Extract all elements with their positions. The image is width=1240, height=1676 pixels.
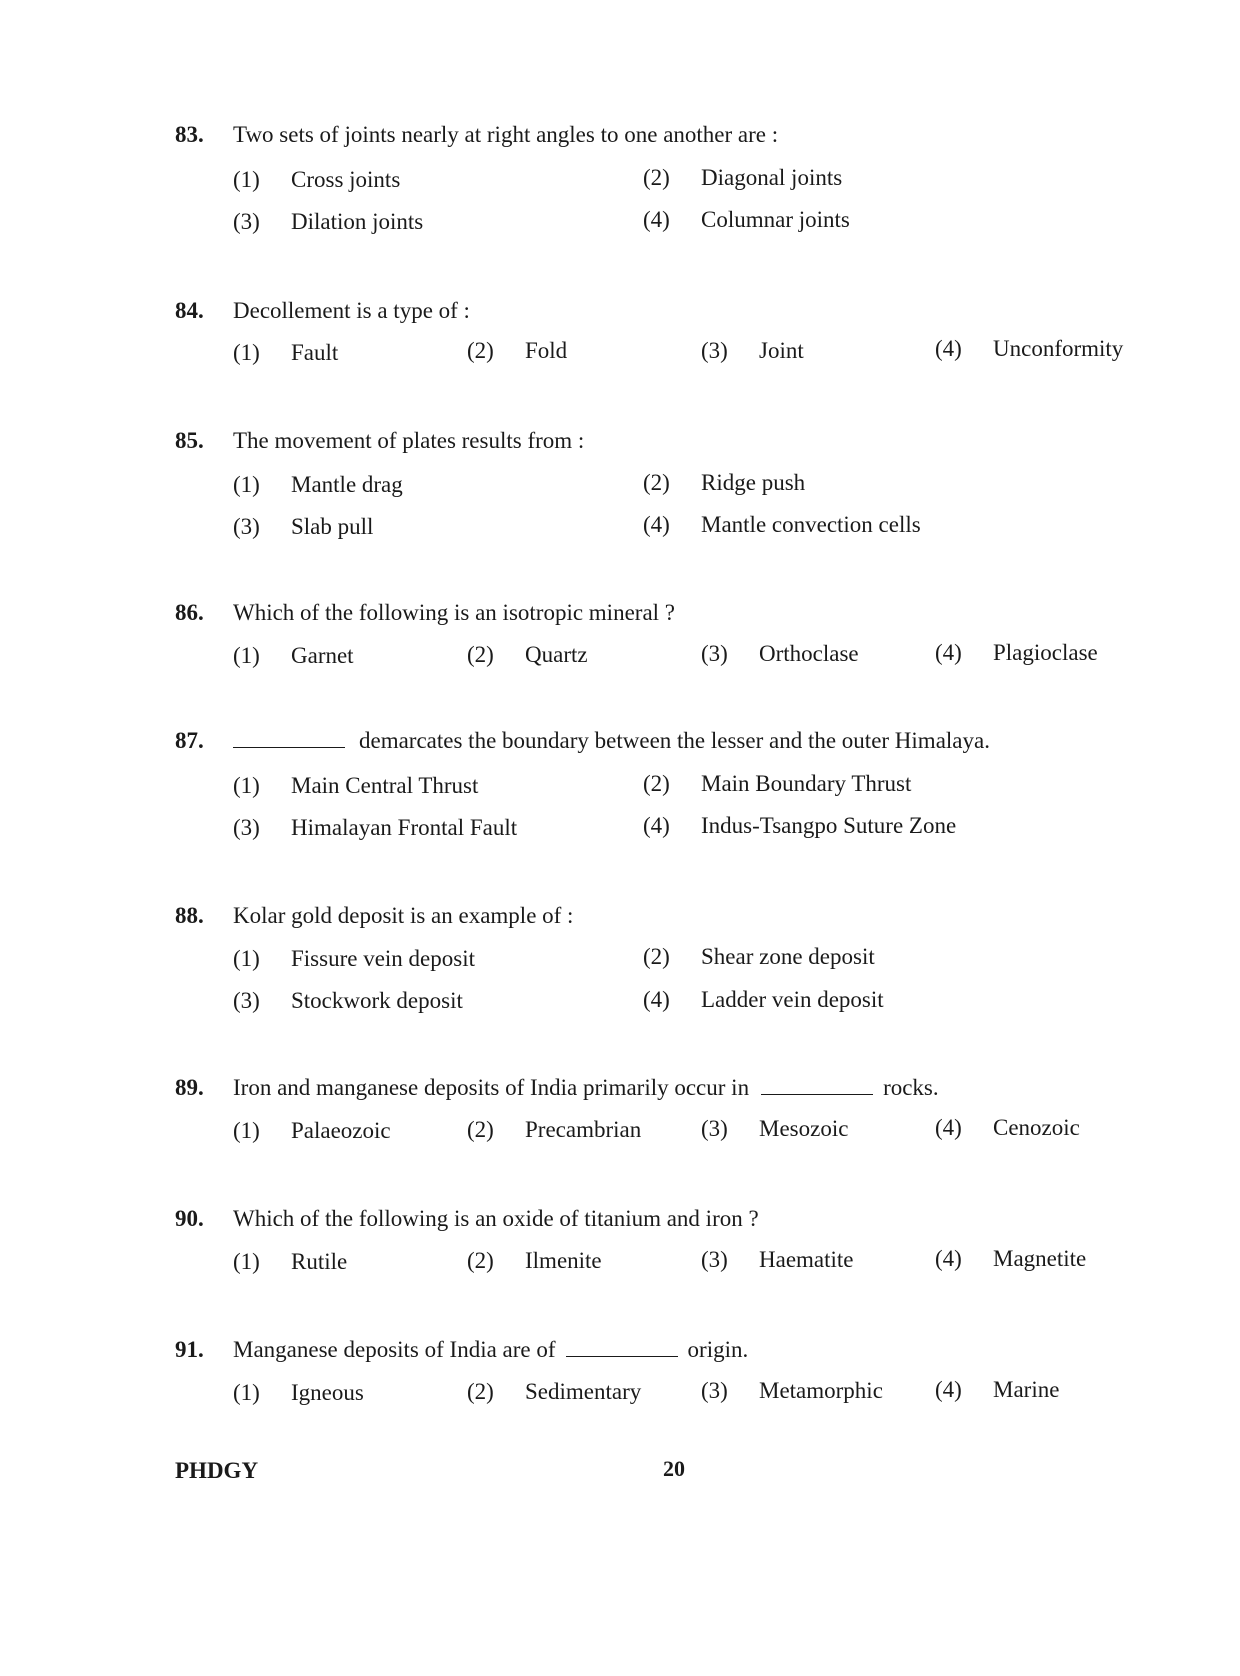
question-number: 84. (175, 298, 204, 323)
option-2: (2) Precambrian (467, 1117, 642, 1142)
option-2: (2) Diagonal joints (643, 165, 843, 190)
answer-blank (566, 1342, 678, 1357)
option-4: (4) Indus-Tsangpo Suture Zone (643, 813, 957, 838)
option-2: (2) Main Boundary Thrust (643, 771, 912, 796)
question-text: Two sets of joints nearly at right angles to one another are : (233, 122, 779, 147)
question-number: 83. (175, 122, 204, 147)
option-1: (1) Main Central Thrust (233, 773, 479, 798)
question-number: 86. (175, 600, 204, 625)
question-number: 85. (175, 428, 204, 453)
option-1: (1) Mantle drag (233, 472, 403, 497)
option-1: (1) Fault (233, 340, 339, 365)
option-1: (1) Garnet (233, 643, 354, 668)
question-number: 89. (175, 1075, 204, 1100)
question-number: 88. (175, 903, 204, 928)
option-3: (3) Metamorphic (701, 1378, 883, 1403)
option-4: (4) Ladder vein deposit (643, 987, 884, 1012)
answer-blank (233, 733, 345, 748)
option-3: (3) Stockwork deposit (233, 988, 463, 1013)
question-text: Decollement is a type of : (233, 298, 470, 323)
option-2: (2) Ridge push (643, 470, 806, 495)
question-text: The movement of plates results from : (233, 428, 585, 453)
option-2: (2) Quartz (467, 642, 588, 667)
option-4: (4) Cenozoic (935, 1115, 1080, 1140)
option-3: (3) Joint (701, 338, 804, 363)
question-number: 90. (175, 1206, 204, 1231)
option-4: (4) Mantle convection cells (643, 512, 921, 537)
option-3: (3) Haematite (701, 1247, 854, 1272)
option-1: (1) Igneous (233, 1380, 364, 1405)
option-3: (3) Mesozoic (701, 1116, 849, 1141)
page-number: 20 (663, 1456, 685, 1481)
question-number: 87. (175, 728, 204, 753)
option-2: (2) Ilmenite (467, 1248, 602, 1273)
option-1: (1) Cross joints (233, 167, 401, 192)
option-1: (1) Fissure vein deposit (233, 946, 475, 971)
option-2: (2) Fold (467, 338, 568, 363)
option-2: (2) Sedimentary (467, 1379, 642, 1404)
question-text: Which of the following is an isotropic mineral ? (233, 600, 675, 625)
question-text: Iron and manganese deposits of India primarily occur in rocks. (233, 1075, 939, 1100)
option-4: (4) Unconformity (935, 336, 1124, 361)
paper-code: PHDGY (175, 1458, 259, 1483)
option-4: (4) Magnetite (935, 1246, 1087, 1271)
question-text: demarcates the boundary between the lesser and the outer Himalaya. (233, 728, 990, 754)
option-3: (3) Orthoclase (701, 641, 859, 666)
option-3: (3) Slab pull (233, 514, 374, 539)
option-3: (3) Dilation joints (233, 209, 424, 234)
answer-blank (761, 1080, 873, 1095)
option-4: (4) Plagioclase (935, 640, 1098, 665)
option-3: (3) Himalayan Frontal Fault (233, 815, 518, 840)
option-4: (4) Marine (935, 1377, 1060, 1402)
question-number: 91. (175, 1337, 204, 1362)
question-text: Which of the following is an oxide of titanium and iron ? (233, 1206, 759, 1231)
question-text: Manganese deposits of India are of origin. (233, 1337, 749, 1362)
option-2: (2) Shear zone deposit (643, 944, 875, 969)
option-1: (1) Rutile (233, 1249, 348, 1274)
option-4: (4) Columnar joints (643, 207, 850, 232)
question-text: Kolar gold deposit is an example of : (233, 903, 574, 928)
option-1: (1) Palaeozoic (233, 1118, 391, 1143)
